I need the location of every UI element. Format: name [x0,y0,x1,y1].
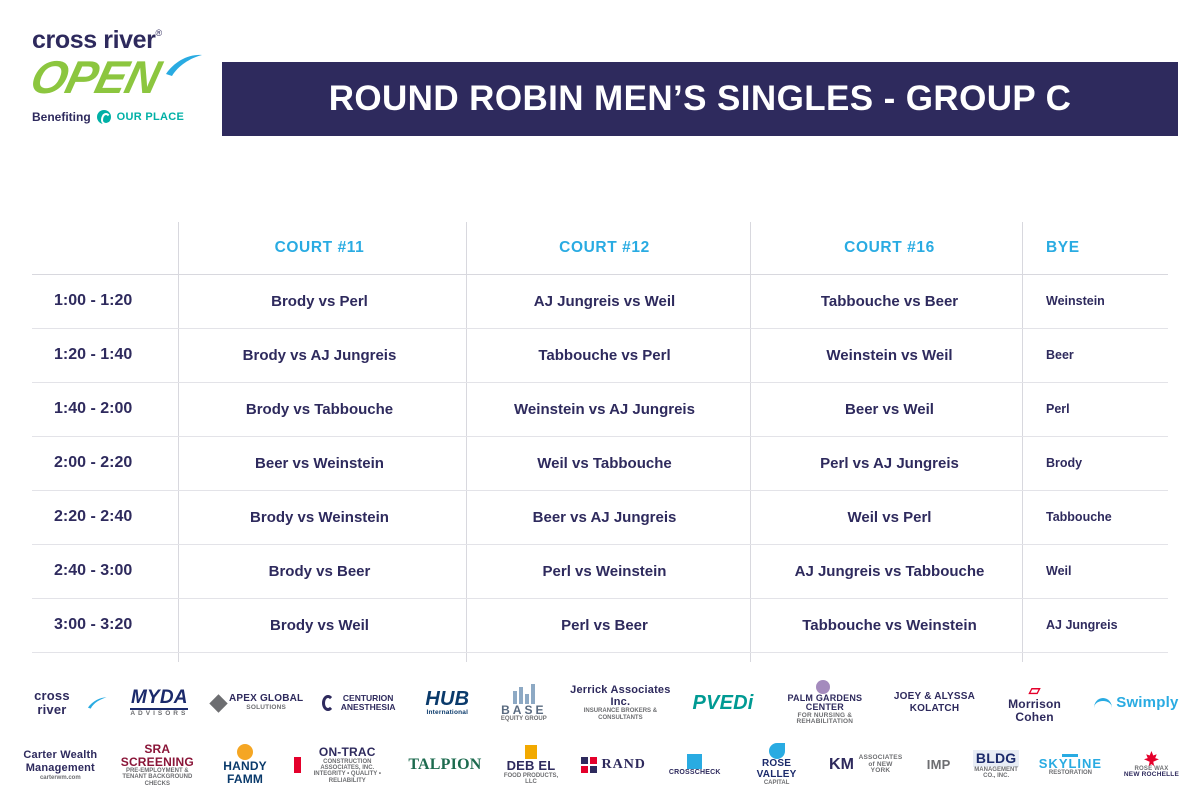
sponsor-tagline: MANAGEMENT CO., INC. [974,767,1018,780]
page-title: ROUND ROBIN MEN’S SINGLES - GROUP C [328,79,1072,118]
column-header-court-11: COURT #11 [177,222,462,274]
cell-court-16: Tabbouche vs Beer [747,274,1032,328]
cell-bye: Weinstein [1032,274,1168,328]
sponsor-logo [498,743,564,787]
cell-court-11: Brody vs AJ Jungreis [177,328,462,382]
table-row [32,544,1168,598]
sponsor-logo [992,681,1076,726]
sponsor-tagline: ADVISORS [130,710,189,718]
sponsor-name: CENTURION ANESTHESIA [340,693,396,712]
cross-river-open-logo [25,26,212,153]
sponsor-logo [1091,693,1182,713]
cell-court-16: Perl vs AJ Jungreis [747,436,1032,490]
cell-bye: Weil [1032,544,1168,598]
sponsor-row-2 [0,734,1200,796]
sponsor-logo [773,678,877,729]
cell-time: 2:40 - 3:00 [32,544,177,598]
sponsor-name: Carter Wealth Management [23,748,98,774]
cell-court-12: Weinstein vs AJ Jungreis [462,382,747,436]
cell-court-11: Brody vs Tabbouche [177,382,462,436]
cell-court-16: Weinstein vs Weil [747,328,1032,382]
cell-time: 1:00 - 1:20 [32,274,177,328]
sponsor-name: DEB EL [506,757,556,773]
sponsor-tagline: carterwm.com [39,775,81,782]
sponsor-name: SKYLINE [1038,755,1103,771]
page-header [0,0,1200,170]
column-header-time [32,222,177,274]
cell-bye: AJ Jungreis [1032,598,1168,652]
egg-carton-icon [525,745,537,759]
cell-court-12: Perl vs Beer [462,598,747,652]
sponsor-logo [18,687,109,718]
column-header-court-12: COURT #12 [462,222,747,274]
sponsor-logo [891,689,979,718]
sponsor-name: NEW ROCHELLE [1123,771,1180,779]
sponsor-logo [568,683,673,723]
sponsor-tagline: FOOD PRODUCTS, LLC [503,772,559,785]
km-monogram-icon: KM [829,755,854,773]
sponsor-tagline: INSURANCE BROKERS & CONSULTANTS [583,708,658,721]
morrison-mark-icon: ▱ [1028,681,1041,699]
sponsor-tagline: CONSTRUCTION ASSOCIATES, INC. INTEGRITY • QUALITY • RELIABILITY [313,758,381,784]
table-row [32,328,1168,382]
table-row [32,274,1168,328]
sponsor-logo [663,752,726,778]
wave-icon [1094,698,1112,708]
sponsor-logo [320,692,401,714]
sponsor-name: ROSE VALLEY [756,758,797,780]
title-banner [222,62,1178,136]
logo-benefiting-row [32,110,212,124]
cell-time: 2:20 - 2:40 [32,490,177,544]
logo-wordmark [32,28,212,53]
diamond-icon [209,694,227,712]
sponsor-logo [919,756,958,774]
cell-court-12: Beer vs AJ Jungreis [462,490,747,544]
sponsor-name: Morrison Cohen [1008,697,1062,724]
sponsor-name: BLDG [973,750,1019,767]
building-icon [513,684,535,704]
sponsor-logo [1034,752,1107,779]
sponsor-tagline: International [426,709,469,717]
sponsor-logo [578,755,649,775]
sponsor-logo [212,742,278,787]
sponsor-logo [415,687,480,719]
sponsor-name: HUB [425,688,470,711]
sponsor-tagline: PRE-EMPLOYMENT & TENANT BACKGROUND CHECKS [122,768,193,787]
cell-court-16: Weil vs Perl [747,490,1032,544]
sponsor-name: SRA SCREENING [120,741,194,769]
sponsor-logo [117,741,198,789]
column-header-bye: BYE [1032,222,1168,274]
cell-court-11: Brody vs Weil [177,598,462,652]
flower-icon [816,680,830,694]
grid-squares-icon [581,757,597,773]
cell-court-16: Beer vs Weil [747,382,1032,436]
leaf-icon [769,743,785,759]
schedule-table-wrap [32,222,1168,653]
sponsor-logo [406,755,484,776]
sponsor-name: RAND [601,756,646,772]
sun-icon [237,744,253,760]
sponsor-logo [972,748,1020,781]
sponsor-logo [687,691,759,716]
cell-bye: Perl [1032,382,1168,436]
sponsor-name: JOEY & ALYSSA KOLATCH [893,690,976,714]
sponsor-name: PVEDi [692,691,754,714]
cell-time: 1:40 - 2:00 [32,382,177,436]
sponsor-name: PALM GARDENS CENTER [787,692,863,713]
sponsor-tagline: ASSOCIATES of NEW YORK [858,753,903,775]
logo-open-label: OPEN [25,51,166,103]
sponsor-tagline: SOLUTIONS [246,703,287,711]
table-row [32,598,1168,652]
sponsor-name: TALPION [408,755,482,773]
sponsor-logo [1121,749,1182,781]
cell-bye: Brody [1032,436,1168,490]
cube-icon [687,754,702,769]
sponsor-tagline: FOR NURSING & REHABILITATION [796,711,854,726]
swoosh-icon [87,696,107,710]
schedule-table [32,222,1168,653]
benefiting-label: Benefiting [32,110,91,125]
table-header-row [32,222,1168,274]
cell-court-11: Brody vs Perl [177,274,462,328]
sponsor-name: Jerrick Associates Inc. [570,684,671,708]
column-header-court-16: COURT #16 [747,222,1032,274]
sponsor-name: MYDA [130,687,188,709]
table-row [32,436,1168,490]
table-header [32,222,1168,274]
sponsor-tagline: RESTORATION [1048,770,1092,777]
sponsor-tagline: EQUITY GROUP [500,716,547,723]
sponsor-bar [0,672,1200,800]
sponsor-name: HANDY FAMM [223,759,267,786]
cell-court-11: Beer vs Weinstein [177,436,462,490]
sponsor-logo [18,747,103,784]
sponsor-logo [827,753,905,777]
cell-bye: Tabbouche [1032,490,1168,544]
sponsor-tagline: ROSE WAX [1134,765,1169,772]
logo-brand-line1: cross river [32,26,156,54]
cell-time: 1:20 - 1:40 [32,328,177,382]
sponsor-logo [209,692,306,713]
sponsor-logo [494,682,554,725]
cell-court-16: Tabbouche vs Weinstein [747,598,1032,652]
logo-registered-mark: ® [155,28,163,38]
sponsor-tagline: CAPITAL [763,780,790,787]
maple-leaf-icon [1144,751,1159,766]
circle-c-icon [322,695,334,711]
sponsor-name: IMP [926,757,951,773]
sponsor-name: Swimply [1116,694,1179,712]
cell-court-12: Perl vs Weinstein [462,544,747,598]
swoosh-icon [164,52,204,78]
sponsor-name: APEX GLOBAL [228,693,304,705]
sponsor-row-1 [0,672,1200,734]
table-row [32,382,1168,436]
sponsor-logo [123,686,195,720]
sponsor-logo [740,741,813,788]
cell-court-12: AJ Jungreis vs Weil [462,274,747,328]
cell-court-12: Tabbouche vs Perl [462,328,747,382]
cell-court-11: Brody vs Beer [177,544,462,598]
cell-bye: Beer [1032,328,1168,382]
cell-court-12: Weil vs Tabbouche [462,436,747,490]
our-place-icon [97,110,111,124]
cell-time: 2:00 - 2:20 [32,436,177,490]
sponsor-name: ON-TRAC [318,745,376,760]
sponsor-logo [292,744,392,786]
cell-court-11: Brody vs Weinstein [177,490,462,544]
sponsor-name: BASE [501,702,547,717]
table-body [32,274,1168,652]
our-place-label: OUR PLACE [116,111,185,124]
cell-court-16: AJ Jungreis vs Tabbouche [747,544,1032,598]
square-icon [294,757,300,773]
sponsor-name: CROSSCHECK [668,768,721,776]
cell-time: 3:00 - 3:20 [32,598,177,652]
sponsor-name: cross river [34,688,70,717]
table-row [32,490,1168,544]
